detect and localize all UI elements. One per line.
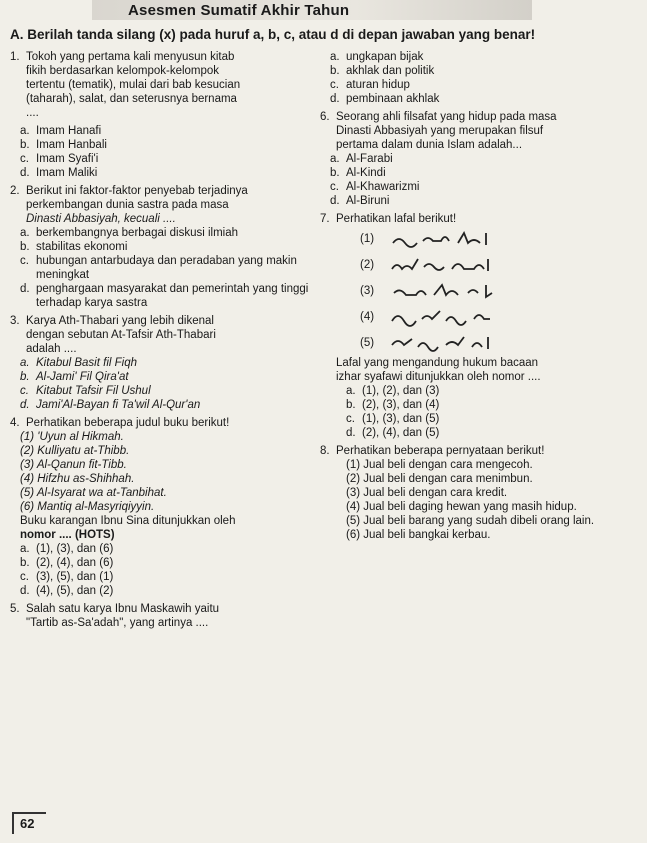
option-letter: c.	[20, 153, 29, 165]
option-letter: c.	[20, 255, 29, 267]
q4-book-item: (6) Mantiq al-Masyriqiyyin.	[20, 501, 155, 513]
option-text: Jami'Al-Bayan fi Ta'wil Al-Qur'an	[36, 399, 201, 411]
option-letter: a.	[20, 357, 30, 369]
option-letter: c.	[330, 181, 339, 193]
option-text: Imam Maliki	[36, 167, 98, 179]
option-text: Kitabut Tafsir Fil Ushul	[36, 385, 151, 397]
q3-option-c[interactable]	[20, 384, 310, 398]
arabic-number: (4)	[360, 311, 375, 323]
q7-stem-line: Lafal yang mengandung hukum bacaan	[336, 357, 539, 369]
arabic-phrase-1	[360, 226, 640, 252]
q2-option-d[interactable]	[20, 282, 310, 310]
option-text: stabilitas ekonomi	[36, 241, 128, 253]
option-text: penghargaan masyarakat dan pemerintah yang tinggi terhadap karya sastra	[36, 283, 309, 309]
q1-option-c[interactable]	[20, 152, 310, 166]
option-text: hubungan antarbudaya dan peradaban yang makin meningkat	[36, 255, 297, 281]
option-text: (1), (3), dan (5)	[362, 413, 440, 425]
q4-book-item: (1) 'Uyun al Hikmah.	[20, 431, 124, 443]
option-letter: a.	[20, 543, 30, 555]
q6-line: Dinasti Abbasiyah yang merupakan filsuf	[336, 125, 544, 137]
option-letter: d.	[330, 93, 340, 105]
q4-book-item: (2) Kulliyatu at-Thibb.	[20, 445, 130, 457]
question-number: 4.	[10, 417, 20, 429]
option-text: (3), (5), dan (1)	[36, 571, 114, 583]
q7-option-d[interactable]	[346, 426, 640, 440]
option-letter: b.	[20, 139, 30, 151]
q1-option-a[interactable]	[20, 124, 310, 138]
option-letter: a.	[346, 385, 356, 397]
arabic-text-image	[388, 255, 498, 275]
question-text	[336, 110, 640, 152]
option-text: (2), (4), dan (6)	[36, 557, 114, 569]
q8-statement-list	[346, 458, 640, 542]
question-text	[26, 184, 310, 226]
q2-line: Berikut ini faktor-faktor penyebab terjadinya	[26, 185, 248, 197]
option-text: Al-Farabi	[346, 153, 393, 165]
right-column	[320, 50, 640, 542]
arabic-text-image	[388, 307, 498, 327]
q1-option-b[interactable]	[20, 138, 310, 152]
page-title: Asesmen Sumatif Akhir Tahun	[128, 2, 350, 19]
q4-option-a[interactable]	[20, 542, 310, 556]
option-text: Al-Khawarizmi	[346, 181, 420, 193]
arabic-text-image	[388, 333, 498, 353]
option-letter: b.	[330, 65, 340, 77]
q4-line: Perhatikan beberapa judul buku berikut!	[26, 417, 230, 429]
question-number: 2.	[10, 185, 20, 197]
q3-option-b[interactable]	[20, 370, 310, 384]
q1-line: (taharah), salat, dan seterusnya bernama	[26, 93, 237, 105]
option-text: Al-Kindi	[346, 167, 386, 179]
question-3	[10, 314, 310, 356]
q3-line: dengan sebutan At-Tafsir Ath-Thabari	[26, 329, 216, 341]
q8-line: Perhatikan beberapa pernyataan berikut!	[336, 445, 545, 457]
question-number: 8.	[320, 445, 330, 457]
option-letter: d.	[20, 585, 30, 597]
q6-option-a[interactable]	[330, 152, 640, 166]
q5-option-b[interactable]	[330, 64, 640, 78]
q7-option-c[interactable]	[346, 412, 640, 426]
q4-option-d[interactable]	[20, 584, 310, 598]
arabic-phrase-5	[360, 330, 640, 356]
q4-book-item: (3) Al-Qanun fit-Tibb.	[20, 459, 127, 471]
question-number: 7.	[320, 213, 330, 225]
question-number: 5.	[10, 603, 20, 615]
q8-statement: (1) Jual beli dengan cara mengecoh.	[346, 459, 533, 471]
q6-option-b[interactable]	[330, 166, 640, 180]
option-text: (4), (5), dan (2)	[36, 585, 114, 597]
q2-option-b[interactable]	[20, 240, 310, 254]
arabic-phrase-2	[360, 252, 640, 278]
option-letter: b.	[20, 557, 30, 569]
option-text: Kitabul Basit fil Fiqh	[36, 357, 137, 369]
question-text	[26, 314, 310, 356]
arabic-text-image	[388, 281, 498, 301]
option-text: Imam Hanbali	[36, 139, 107, 151]
option-letter: d.	[20, 167, 30, 179]
arabic-text-image	[388, 229, 498, 249]
question-text	[336, 444, 640, 458]
q7-stem-line: izhar syafawi ditunjukkan oleh nomor ....	[336, 371, 541, 383]
q6-line: pertama dalam dunia Islam adalah...	[336, 139, 523, 151]
option-letter: b.	[330, 167, 340, 179]
q5-option-d[interactable]	[330, 92, 640, 106]
option-letter: d.	[20, 399, 30, 411]
option-letter: d.	[346, 427, 356, 439]
q4-stem-line: Buku karangan Ibnu Sina ditunjukkan oleh	[20, 515, 236, 527]
option-letter: d.	[330, 195, 340, 207]
q6-line: Seorang ahli filsafat yang hidup pada masa	[336, 111, 557, 123]
q4-book-item: (4) Hifzhu as-Shihhah.	[20, 473, 135, 485]
option-letter: a.	[20, 125, 30, 137]
q2-option-a[interactable]	[20, 226, 310, 240]
q1-line: fikih berdasarkan kelompok-kelompok	[26, 65, 220, 77]
option-letter: d.	[20, 283, 30, 295]
option-letter: a.	[330, 51, 340, 63]
question-2	[10, 184, 310, 226]
option-text: Imam Syafi'i	[36, 153, 99, 165]
option-letter: b.	[346, 399, 356, 411]
option-letter: c.	[330, 79, 339, 91]
q4-option-c[interactable]	[20, 570, 310, 584]
q4-book-list	[20, 430, 310, 514]
option-letter: b.	[20, 371, 30, 383]
q7-line: Perhatikan lafal berikut!	[336, 213, 457, 225]
question-text	[336, 212, 640, 226]
question-number: 6.	[320, 111, 330, 123]
option-text: berkembangnya berbagai diskusi ilmiah	[36, 227, 239, 239]
question-6	[320, 110, 640, 152]
option-letter: c.	[20, 385, 29, 397]
q1-line: ....	[26, 107, 39, 119]
arabic-number: (2)	[360, 259, 375, 271]
option-text: akhlak dan politik	[346, 65, 435, 77]
question-8	[320, 444, 640, 458]
q8-statement: (5) Jual beli barang yang sudah dibeli orang lain.	[346, 515, 595, 527]
option-text: Imam Hanafi	[36, 125, 102, 137]
option-text: ungkapan bijak	[346, 51, 424, 63]
option-letter: a.	[330, 153, 340, 165]
option-text: (1), (2), dan (3)	[362, 385, 440, 397]
q4-book-item: (5) Al-Isyarat wa at-Tanbihat.	[20, 487, 167, 499]
option-text: Al-Biruni	[346, 195, 390, 207]
arabic-number: (5)	[360, 337, 375, 349]
section-a-instruction: A. Berilah tanda silang (x) pada huruf a, b, c, atau d di depan jawaban yang benar!	[10, 27, 536, 42]
q5-line: Salah satu karya Ibnu Maskawih yaitu	[26, 603, 220, 615]
q6-option-d[interactable]	[330, 194, 640, 208]
q3-line: adalah ....	[26, 343, 77, 355]
q7-option-a[interactable]	[346, 384, 640, 398]
left-column	[10, 50, 310, 630]
page-number: 62	[12, 812, 46, 834]
option-text: (2), (3), dan (4)	[362, 399, 440, 411]
q5-option-a[interactable]	[330, 50, 640, 64]
option-letter: b.	[20, 241, 30, 253]
q3-option-d[interactable]	[20, 398, 310, 412]
q4-stem-line: nomor .... (HOTS)	[20, 529, 115, 541]
q8-statement: (3) Jual beli dengan cara kredit.	[346, 487, 508, 499]
option-text: (1), (3), dan (6)	[36, 543, 114, 555]
option-text: Al-Jami' Fil Qira'at	[36, 371, 129, 383]
option-letter: c.	[20, 571, 29, 583]
q7-stem	[336, 356, 640, 384]
option-text: (2), (4), dan (5)	[362, 427, 440, 439]
option-text: pembinaan akhlak	[346, 93, 440, 105]
question-4	[10, 416, 310, 430]
q8-statement: (4) Jual beli daging hewan yang masih hidup.	[346, 501, 577, 513]
q1-line: Tokoh yang pertama kali menyusun kitab	[26, 51, 235, 63]
q1-option-d[interactable]	[20, 166, 310, 180]
arabic-number: (1)	[360, 233, 375, 245]
q6-option-c[interactable]	[330, 180, 640, 194]
q3-line: Karya Ath-Thabari yang lebih dikenal	[26, 315, 214, 327]
question-text	[26, 416, 310, 430]
question-7	[320, 212, 640, 226]
q8-statement: (2) Jual beli dengan cara menimbun.	[346, 473, 533, 485]
option-text: aturan hidup	[346, 79, 410, 91]
q1-line: tertentu (tematik), mulai dari bab kesucian	[26, 79, 241, 91]
question-text	[26, 602, 310, 630]
q4-option-b[interactable]	[20, 556, 310, 570]
arabic-phrase-4	[360, 304, 640, 330]
q2-option-c[interactable]	[20, 254, 310, 282]
question-number: 3.	[10, 315, 20, 327]
question-1	[10, 50, 310, 120]
question-text	[26, 50, 310, 120]
q8-statement: (6) Jual beli bangkai kerbau.	[346, 529, 491, 541]
arabic-phrase-3	[360, 278, 640, 304]
option-letter: c.	[346, 413, 355, 425]
question-5	[10, 602, 310, 630]
q5-option-c[interactable]	[330, 78, 640, 92]
q4-stem	[20, 514, 310, 542]
arabic-number: (3)	[360, 285, 375, 297]
option-letter: a.	[20, 227, 30, 239]
q3-option-a[interactable]	[20, 356, 310, 370]
q2-line: Dinasti Abbasiyah, kecuali ....	[26, 213, 176, 225]
q2-line: perkembangan dunia sastra pada masa	[26, 199, 229, 211]
q5-line: "Tartib as-Sa'adah", yang artinya ....	[26, 617, 209, 629]
q7-option-b[interactable]	[346, 398, 640, 412]
question-number: 1.	[10, 51, 20, 63]
